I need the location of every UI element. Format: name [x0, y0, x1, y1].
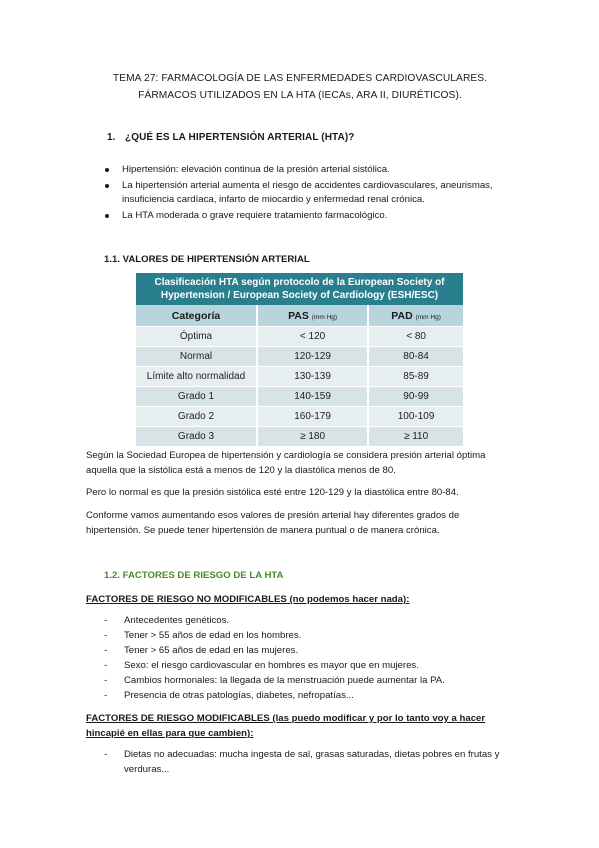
cell-pad: < 80: [368, 327, 463, 347]
cell-pas: 140-159: [257, 387, 368, 407]
table-row: [136, 367, 463, 387]
definition-bullet-list: [104, 163, 524, 225]
nonmodifiable-title: FACTORES DE RIESGO NO MODIFICABLES: [86, 594, 287, 605]
paragraph-optimal: Según la Sociedad Europea de hipertensión y cardiología se considera presión arterial óptima aquella que la sistólica está a menos de 120 y la diastólica menos de 80.: [86, 450, 486, 476]
cell-pas: < 120: [257, 327, 368, 347]
cell-pad: 85-89: [368, 367, 463, 387]
list-item: - Tener > 65 años de edad en las mujeres.: [104, 643, 524, 658]
table-caption: Clasificación HTA según protocolo de la European Society of Hypertension / European Society of Cardiology (ESH/ESC): [136, 273, 463, 305]
header-pad-label: PAD: [391, 309, 413, 322]
list-item: - Sexo: el riesgo cardiovascular en hombres es mayor que en mujeres.: [104, 658, 524, 673]
header-pad-unit: (mm Hg): [415, 313, 441, 321]
header-pas-unit: (mm Hg): [311, 313, 338, 321]
cell-pad: 80-84: [368, 347, 463, 367]
cell-pad: ≥ 110: [368, 427, 463, 447]
bullet-item: La hipertensión arterial aumenta el riesgo de accidentes cardiovasculares, aneurismas, insuficiencia cardíaca, infarto de miocardio y enfermedad renal crónica.: [104, 179, 524, 208]
cell-category: Grado 3: [136, 427, 257, 447]
table-row: [136, 327, 463, 347]
bullet-item: Hipertensión: elevación continua de la presión arterial sistólica.: [104, 163, 524, 177]
table-row: [136, 427, 463, 447]
paragraph-normal: Pero lo normal es que la presión sistólica esté entre 120-129 y la diastólica entre 80-84.: [86, 487, 459, 498]
cell-category: Óptima: [136, 327, 257, 347]
cell-pas: ≥ 180: [257, 427, 368, 447]
modifiable-title: FACTORES DE RIESGO MODIFICABLES: [86, 713, 270, 724]
list-item: - Presencia de otras patologías, diabetes, nefropatías...: [104, 688, 524, 703]
cell-category: Límite alto normalidad: [136, 367, 257, 387]
list-item: - Antecedentes genéticos.: [104, 613, 524, 628]
header-pas-label: PAS: [288, 309, 309, 322]
header-categoria: Categoría: [136, 305, 257, 327]
modifiable-list: [104, 747, 524, 777]
cell-pad: 100-109: [368, 407, 463, 427]
cell-pas: 160-179: [257, 407, 368, 427]
bullet-item: La HTA moderada o grave requiere tratamiento farmacológico.: [104, 209, 524, 223]
table-row: [136, 347, 463, 367]
modifiable-note: (las puedo modificar y por lo tanto voy a hacer hincapié en ellas para que cambien):: [86, 713, 486, 739]
section-1-title: ¿QUÉ ES LA HIPERTENSIÓN ARTERIAL (HTA)?: [125, 132, 355, 143]
section-1-heading: [107, 132, 354, 143]
hta-classification-table: [136, 273, 463, 446]
section-1-2-heading: 1.2. FACTORES DE RIESGO DE LA HTA: [104, 570, 284, 581]
nonmodifiable-note: (no podemos hacer nada):: [289, 594, 410, 605]
list-item: - Tener > 55 años de edad en los hombres.: [104, 628, 524, 643]
cell-category: Grado 2: [136, 407, 257, 427]
table-row: [136, 387, 463, 407]
cell-pad: 90-99: [368, 387, 463, 407]
document-title: TEMA 27: FARMACOLOGÍA DE LAS ENFERMEDADES CARDIOVASCULARES. FÁRMACOS UTILIZADOS EN LA HTA (IECAs, ARA II, DIURÉTICOS).: [112, 73, 488, 101]
header-pas: [257, 305, 368, 327]
paragraph-grades: Conforme vamos aumentando esos valores de presión arterial hay diferentes grados de hipertensión. Se puede tener hipertensión de manera puntual o de manera crónica.: [86, 510, 460, 536]
header-pad: [368, 305, 463, 327]
section-1-1-heading: 1.1. VALORES DE HIPERTENSIÓN ARTERIAL: [104, 254, 310, 265]
section-1-number: 1.: [107, 132, 116, 143]
cell-pas: 130-139: [257, 367, 368, 387]
cell-category: Normal: [136, 347, 257, 367]
list-item: - Dietas no adecuadas: mucha ingesta de sal, grasas saturadas, dietas pobres en frutas y verduras...: [104, 747, 524, 777]
cell-pas: 120-129: [257, 347, 368, 367]
table-row: [136, 407, 463, 427]
nonmodifiable-heading: [86, 592, 536, 607]
nonmodifiable-list: [104, 613, 524, 704]
cell-category: Grado 1: [136, 387, 257, 407]
modifiable-heading: [86, 711, 516, 741]
list-item: - Cambios hormonales: la llegada de la menstruación puede aumentar la PA.: [104, 673, 524, 688]
